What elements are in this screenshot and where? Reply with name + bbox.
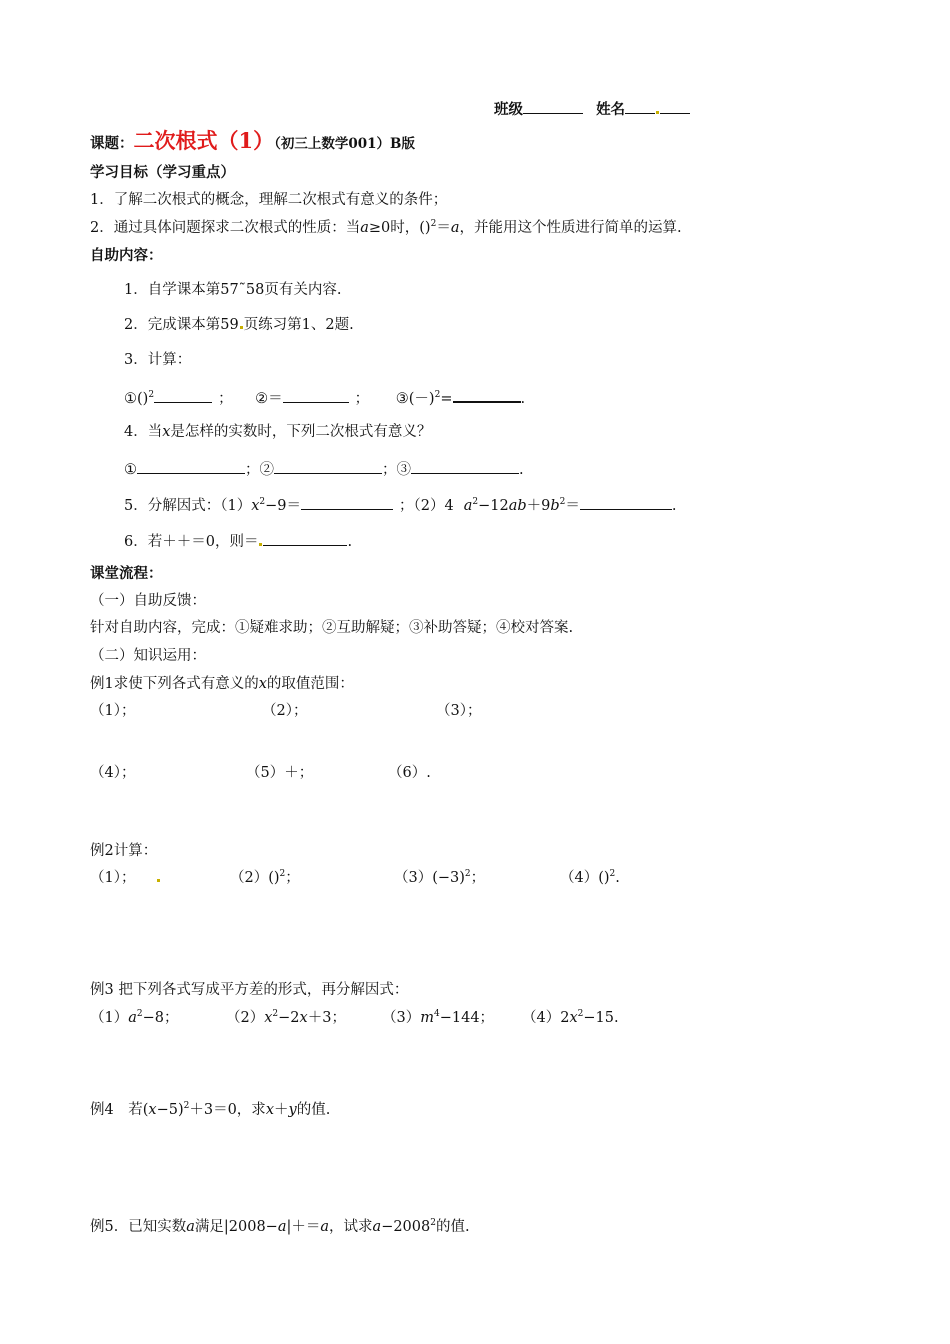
calc-row: ①()$^2$ ； ②＝ ； $③(-)^2=$ .: [124, 386, 525, 409]
topic-line: [90, 128, 415, 157]
meaning-row: ① ；② ；③ .: [124, 458, 524, 480]
calc-blank-2[interactable]: [283, 387, 349, 403]
example-2-part-4: （4）()$^2$.: [560, 869, 620, 886]
class-label: 班级: [494, 101, 523, 118]
example-1-part-1: （1）；: [90, 703, 136, 719]
self-help-heading: 自助内容：: [90, 247, 163, 264]
self-help-item-3: 3．计算：: [124, 352, 192, 368]
flow-step-1-text: 针对自助内容，完成：①疑难求助；②互助解疑；③补助答疑；④校对答案.: [90, 620, 574, 636]
factor-blank-2[interactable]: [580, 494, 672, 510]
example-1-part-2: （2）；: [262, 703, 308, 719]
self-help-item-2: 2．完成课本第59 页练习第1、2题.: [124, 317, 354, 333]
example-5: 例5．已知实数a满足|2008−a|＋＝a，试求$a-2008^2$的值.: [90, 1218, 470, 1235]
name-blank[interactable]: [625, 98, 655, 114]
meaning-blank-3[interactable]: [411, 458, 519, 474]
name-blank-2[interactable]: [660, 98, 690, 114]
self-help-item-1: 1．自学课本第57˜58页有关内容.: [124, 282, 342, 298]
goals-heading: 学习目标（学习重点）: [90, 164, 235, 181]
decorative-dot: [259, 543, 262, 546]
flow-step-1: （一）自助反馈：: [90, 593, 206, 609]
class-flow-heading: 课堂流程：: [90, 565, 163, 582]
self-help-item-6: 6．若＋＋＝0，则＝ .: [124, 530, 352, 552]
decorative-dot: [157, 879, 160, 882]
self-help-item-5: 5．分解因式：$(1)x^2-9=$ ；（2）4 $a^2-12ab+9b^2=$ .: [124, 494, 677, 516]
example-1-part-3: （3）；: [436, 703, 482, 719]
example-1-part-6: （6）.: [388, 765, 431, 781]
topic-label: 课题：: [90, 135, 134, 152]
decorative-dot: [656, 111, 659, 114]
flow-step-2: （二）知识运用：: [90, 648, 206, 664]
example-1-title: 例1求使下列各式有意义的x的取值范围：: [90, 676, 354, 692]
goal-1: 1．了解二次根式的概念，理解二次根式有意义的条件；: [90, 192, 448, 208]
factor-blank-1[interactable]: [301, 494, 393, 510]
meaning-blank-1[interactable]: [137, 458, 245, 474]
example-3-part-3: $(3)m^4-144$；: [382, 1009, 495, 1026]
example-2-part-2: （2）()$^2$；: [230, 869, 300, 886]
example-2-title: 例2计算：: [90, 843, 158, 859]
class-blank[interactable]: [523, 98, 583, 114]
example-3-part-4: $(4)2x^2-15$.: [522, 1009, 619, 1026]
self-help-item-4: 4．当x是怎样的实数时，下列二次根式有意义？: [124, 424, 432, 440]
example-3-title: 例3 把下列各式写成平方差的形式，再分解因式：: [90, 982, 409, 998]
decorative-dot: [240, 326, 243, 329]
example-4: 例4 若$(x-5)^2+3=0$，求x＋y的值.: [90, 1101, 331, 1118]
example-3-part-1: $(1)a^2-8$；: [90, 1009, 179, 1026]
example-1-part-5: （5）＋；: [246, 765, 314, 781]
answer-blank[interactable]: [263, 530, 347, 546]
class-name-line: [494, 98, 690, 120]
topic-note: （初三上数学001）B版: [274, 136, 415, 152]
goal-2: 2．通过具体问题探求二次根式的性质：当a≥0时，()$^2$＝a，并能用这个性质进行简单的运算.: [90, 219, 682, 236]
name-label: 姓名: [596, 101, 626, 118]
example-3-part-2: $(2)x^2-2x+3$；: [226, 1009, 346, 1026]
example-2-part-1: （1）；: [90, 868, 161, 888]
page-title: 二次根式（1）: [133, 128, 275, 153]
meaning-blank-2[interactable]: [274, 458, 382, 474]
example-2-part-3: $(3)(-3)^2$；: [394, 869, 486, 886]
calc-blank-3[interactable]: [453, 386, 521, 403]
calc-blank-1[interactable]: [154, 387, 212, 403]
example-1-part-4: （4）；: [90, 765, 136, 781]
